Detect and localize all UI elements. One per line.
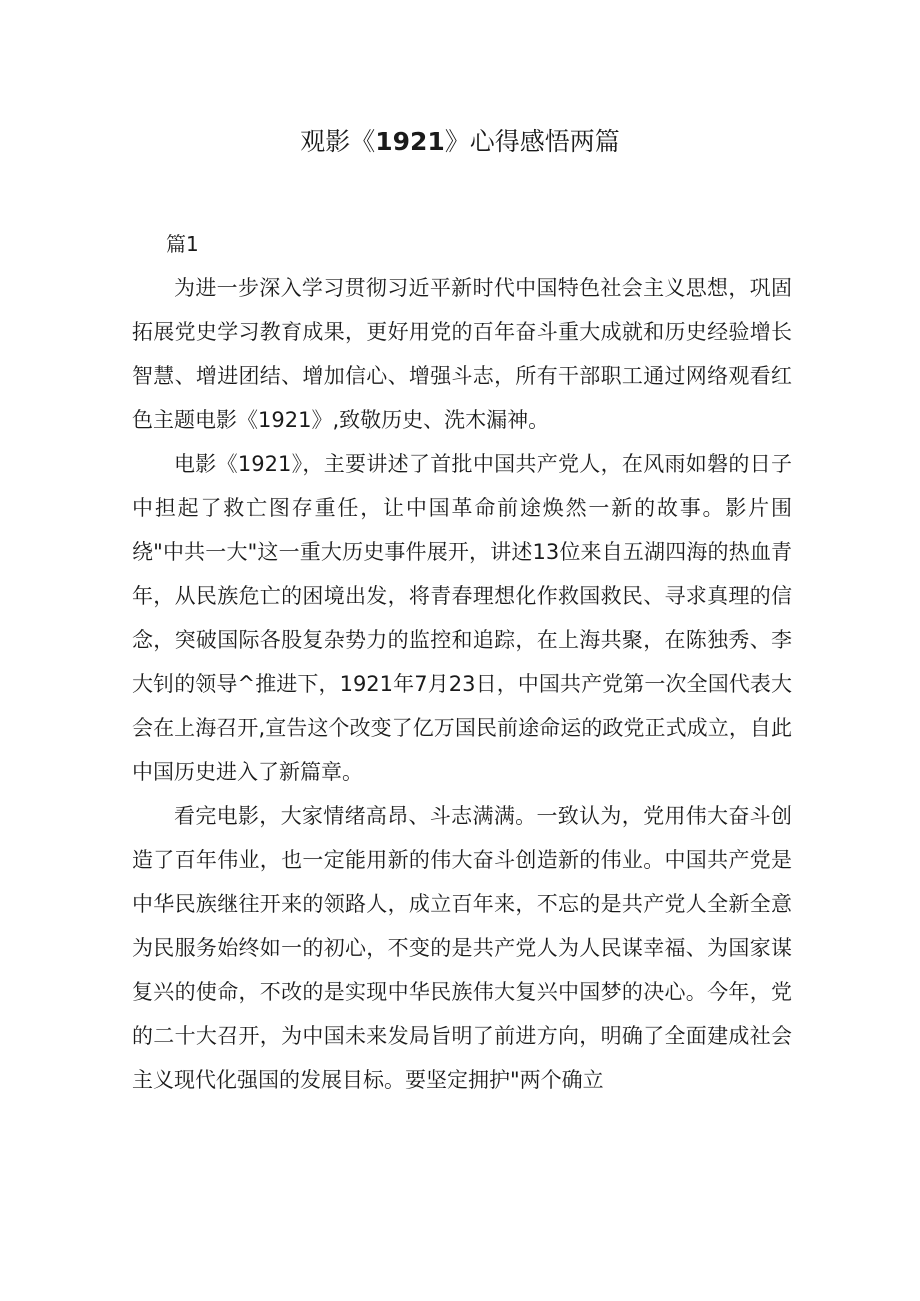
paragraph-1: 为进一步深入学习贯彻习近平新时代中国特色社会主义思想，巩固拓展党史学习教育成果，更好用党的百年奋斗重大成就和历史经验增长智慧、增进团结、增加信心、增强斗志，所有干部职工通过网络观看红色主题电影《1921》,致敬历史、洗木漏神。 xyxy=(132,276,792,432)
title-prefix: 观影《 xyxy=(300,127,376,156)
document-title xyxy=(0,122,920,162)
document-body xyxy=(132,222,792,1102)
title-number: 1921 xyxy=(375,127,445,156)
paragraph-3: 看完电影，大家情绪高昂、斗志满满。一致认为，党用伟大奋斗创造了百年伟业，也一定能用新的伟大奋斗创造新的伟业。中国共产党是中华民族继往开来的领路人，成立百年来，不忘的是共产党人全新全意为民服务始终如一的初心，不变的是共产党人为人民谋幸福、为国家谋复兴的使命，不改的是实现中华民族伟大复兴中国梦的决心。今年，党的二十大召开，为中国未来发局旨明了前进方向，明确了全面建成社会主义现代化强国的发展目标。要坚定拥护"两个确立 xyxy=(132,804,792,1092)
section-heading: 篇1 xyxy=(166,232,199,256)
title-suffix: 》心得感悟两篇 xyxy=(444,127,620,156)
paragraph-2: 电影《1921》，主要讲述了首批中国共产党人，在风雨如磐的日子中担起了救亡图存重任，让中国革命前途焕然一新的故事。影片围绕"中共一大"这一重大历史事件展开，讲述13位来自五湖四海的热血青年，从民族危亡的困境出发，将青春理想化作救国救民、寻求真理的信念，突破国际各股复杂势力的监控和追踪，在上海共聚，在陈独秀、李大钊的领导^推进下，1921年7月23日，中国共产党第一次全国代表大会在上海召开,宣告这个改变了亿万国民前途命运的政党正式成立，自此中国历史进入了新篇章。 xyxy=(132,452,792,784)
